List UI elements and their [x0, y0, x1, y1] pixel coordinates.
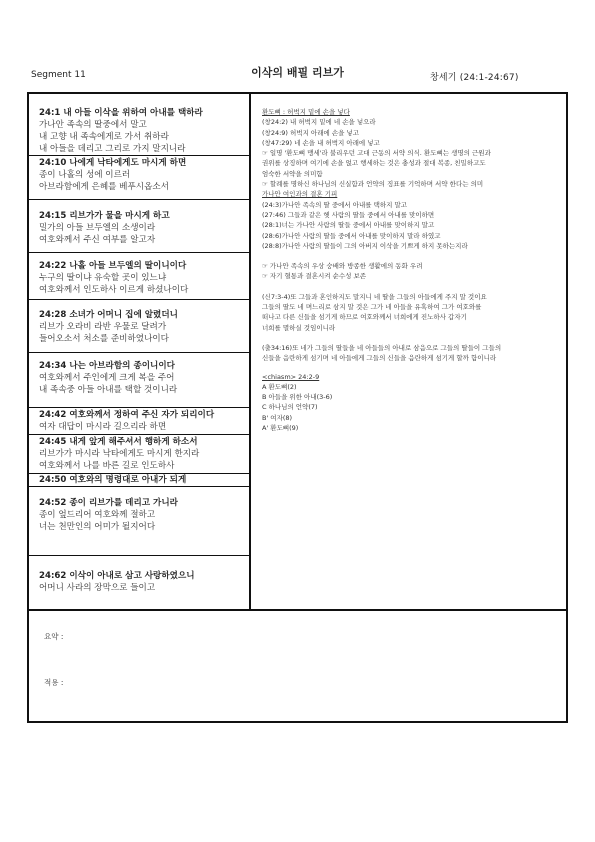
passage-heading: 24:62 이삭이 아내로 삼고 사랑하였으니: [39, 571, 195, 581]
passage-line: 리브가가 마시라 낙타에게도 마시게 한지라: [39, 449, 200, 459]
note-line: (28:1)너는 가나안 사람의 딸들 중에서 아내를 맞이하지 말고: [262, 221, 435, 230]
passage-line: 종이 나홀의 성에 이르러: [39, 170, 131, 180]
passage-line: 밀가의 아들 브두엘의 소생이라: [39, 223, 156, 233]
passage-heading: 24:42 여호와께서 정하여 주신 자가 되리이다: [39, 410, 215, 420]
note-line: ☞ 할례를 명하신 하나님의 신실함과 언약의 징표를 기억하며 서약 한다는 의미: [262, 180, 484, 189]
note-line: 그들의 딸도 네 며느리로 삼지 말 것은 그가 네 아들을 유혹하여 그가 여호와를: [262, 303, 482, 312]
passage-line: 아브라함에게 은혜를 베푸시옵소서: [39, 182, 169, 192]
note-line: 엄숙한 서약을 의미함: [262, 169, 323, 178]
note-line: 떠나고 다른 신들을 섬기게 하므로 여호와께서 너희에게 진노하사 갑자기: [262, 313, 467, 322]
notes-column: [251, 94, 566, 609]
passage-segment: [29, 353, 249, 408]
passage-column: [29, 94, 251, 609]
passage-heading: 24:50 여호와의 명령대로 아내가 되게: [39, 475, 187, 485]
passage-line: 여호와께서 주신 여부를 알고자: [39, 235, 156, 245]
passage-line: 여호와께서 나를 바른 길로 인도하사: [39, 461, 175, 471]
note-line: (27:46) 그들과 같은 헷 사람의 딸들 중에서 아내를 맞이하면: [262, 210, 435, 219]
note-line: (출34:16)또 네가 그들의 딸들을 네 아들들의 아내로 삼음으로 그들의 딸들이 그들의: [262, 343, 502, 352]
note-line: (창24:9) 허벅지 아래에 손을 넣고: [262, 128, 360, 137]
chiasm-line: A 환도뼈(2): [262, 382, 297, 391]
passage-line: 들어오소서 처소를 준비하였나이다: [39, 334, 169, 344]
scripture-reference: 창세기 (24:1-24:67): [430, 73, 519, 83]
passage-line: 여호와께서 주인에게 크게 복을 주어: [39, 373, 175, 383]
passage-segment: [29, 408, 249, 435]
passage-segment: [29, 300, 249, 353]
passage-line: 어머니 사라의 장막으로 들이고: [39, 583, 156, 593]
chiasm-line: C 하나님의 언약(7): [262, 403, 318, 412]
passage-segment: [29, 156, 249, 200]
passage-heading: 24:28 소녀가 어머니 집에 알렸더니: [39, 310, 178, 320]
passage-heading: 24:52 종이 리브가를 데리고 가니라: [39, 498, 178, 508]
note-line: (28:8)가나안 사람의 딸들이 그의 아버지 이삭을 기쁘게 하지 못하는지라: [262, 241, 468, 250]
passage-segment: [29, 556, 249, 609]
note-line: (창47:29) 네 손을 내 허벅지 아래에 넣고: [262, 138, 380, 147]
passage-line: 가나안 족속의 딸중에서 말고: [39, 120, 147, 130]
passage-heading: 24:15 리브가가 물을 마시게 하고: [39, 211, 170, 221]
note-heading: 환도뼈 : 허벅지 밑에 손을 넣다: [262, 108, 350, 116]
passage-line: 리브가 오라비 라반 우물로 달려가: [39, 322, 167, 332]
summary-label: 요약 :: [44, 632, 64, 641]
chiasm-heading: <chiasm> 24:2-9: [262, 372, 320, 381]
passage-heading: 24:10 나에게 낙타에게도 마시게 하면: [39, 158, 187, 168]
application-label: 적용 :: [44, 678, 64, 687]
note-line: 너희를 멸하실 것임이니라: [262, 323, 336, 332]
note-heading: 가나안 여인과의 결혼 기피: [262, 190, 338, 199]
passage-segment: [29, 474, 249, 487]
passage-heading: 24:22 나홀 아들 브두엘의 딸이니이다: [39, 261, 187, 271]
passage-line: 내 아들을 데리고 그리로 가지 말지니라: [39, 144, 186, 154]
passage-segment: [29, 253, 249, 300]
note-line: (24:3)가나안 족속의 딸 중에서 아내를 택하지 말고: [262, 200, 408, 209]
note-line: ☞ 가나안 족속의 우상 숭배와 방종한 생활에의 동화 우려: [262, 262, 423, 271]
passage-line: 내 고향 내 족속에게로 가서 취하라: [39, 132, 169, 142]
chiasm-line: A' 환도뼈(9): [262, 424, 299, 433]
passage-line: 누구의 딸이냐 유숙할 곳이 있느냐: [39, 273, 167, 283]
note-line: ☞ 자기 혈통과 결혼시켜 순수성 보존: [262, 272, 367, 281]
passage-heading: 24:34 나는 아브라함의 종이니이다: [39, 361, 175, 371]
note-line: (창24:2) 내 허벅지 밑에 네 손을 넣으라: [262, 118, 376, 127]
passage-heading: 24:45 내게 앞게 해주셔서 행하게 하소서: [39, 437, 198, 447]
passage-line: 너는 천만인의 어미가 될지어다: [39, 522, 156, 532]
page-title: 이삭의 배필 리브가: [251, 66, 344, 79]
segment-label: Segment 11: [31, 70, 86, 80]
passage-line: 종이 엎드리어 여호와께 절하고: [39, 510, 156, 520]
passage-line: 내 족속중 아들 아내를 택할 것이니라: [39, 385, 178, 395]
note-line: (28:6)가나안 사람의 딸들 중에서 아내를 맞이하지 말라 하였고: [262, 231, 441, 240]
note-line: (신7:3-4)또 그들과 혼인하지도 말지니 네 딸을 그들의 아들에게 주지 말 것이요: [262, 292, 487, 301]
reflection-area: [29, 609, 566, 721]
worksheet-frame: [27, 92, 568, 723]
passage-line: 여호와께서 인도하사 이르게 하셨나이다: [39, 285, 189, 295]
passage-segment: [29, 435, 249, 474]
chiasm-line: B' 여자(8): [262, 413, 293, 422]
chiasm-line: B 아들을 위한 아내(3-6): [262, 393, 333, 402]
note-line: 신들을 음란하게 섬기며 네 아들에게 그들의 신들을 음란하게 섬기게 할까 함이니라: [262, 354, 497, 363]
passage-segment: [29, 200, 249, 253]
passage-segment: [29, 487, 249, 556]
note-line: 권위를 상징하며 여기에 손을 얹고 행세하는 것은 충성과 절대 복종, 친밀하고도: [262, 159, 486, 168]
note-line: ☞ 일명 '환도뼈 맹세'라 불리우던 고대 근동의 서약 의식. 환도뼈는 생명의 근원과: [262, 149, 491, 158]
passage-heading: 24:1 내 아들 이삭을 위하여 아내를 택하라: [39, 108, 203, 118]
passage-segment: [29, 94, 249, 156]
passage-line: 여자 대답이 마시라 길으리라 하면: [39, 422, 167, 432]
